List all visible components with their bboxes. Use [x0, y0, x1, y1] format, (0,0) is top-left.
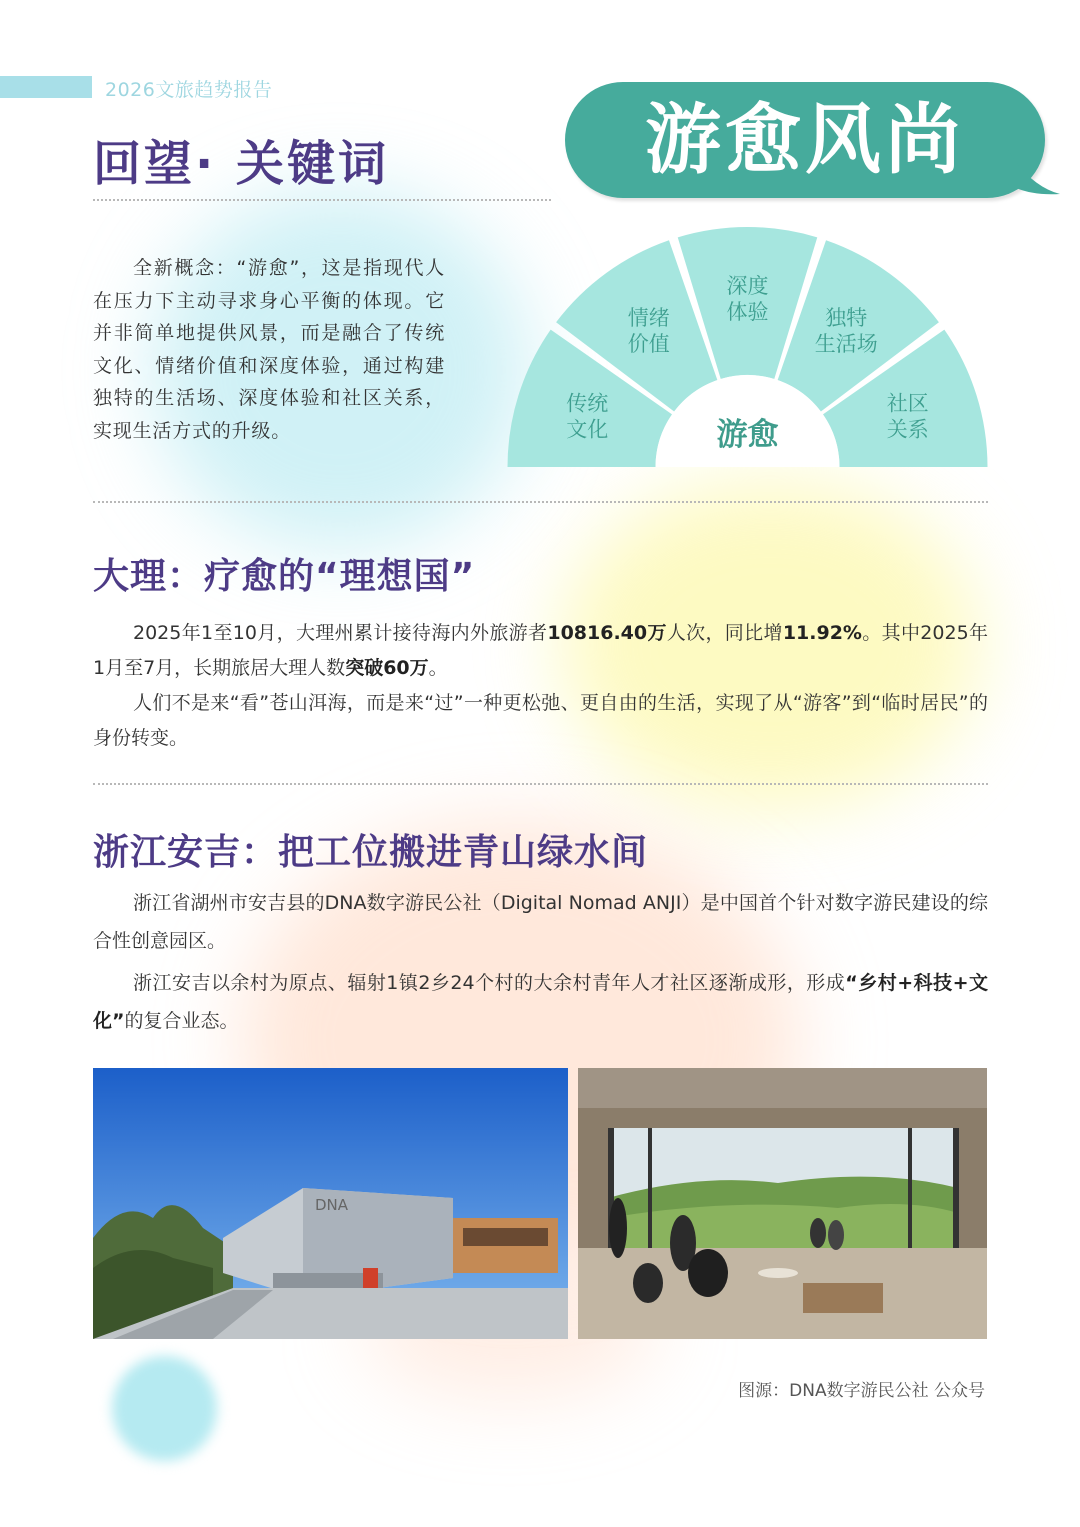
text-run: 。	[428, 657, 448, 679]
photo-caption: 图源：DNA数字游民公社 公众号	[738, 1381, 985, 1401]
dali-paragraph-2: 人们不是来“看”苍山洱海，而是来“过”一种更松弛、更自由的生活，实现了从“游客”到“临时居民”的身份转变。	[93, 692, 988, 749]
stat-residents: 突破60万	[345, 657, 429, 679]
anji-paragraph-1: 浙江省湖州市安吉县的DNA数字游民公社（Digital Nomad ANJI）是中国首个针对数字游民建设的综合性创意园区。	[93, 892, 988, 952]
stat-visitors: 10816.40万	[547, 622, 667, 644]
header-accent-bar	[0, 76, 92, 98]
fan-segment-label: 社区	[886, 391, 929, 416]
text-run: 。其中2025年1月至7月，长期旅居大理人数	[93, 622, 988, 679]
fan-segment-label: 价值	[627, 332, 670, 357]
section-title-dali: 大理：疗愈的“理想国”	[93, 556, 476, 597]
photo-tea-field-interior	[578, 1068, 987, 1339]
fan-segment-label: 体验	[726, 300, 769, 324]
dali-body	[93, 616, 988, 756]
text-run: 人次，同比增	[666, 622, 783, 644]
keyword-text: 游愈风尚	[645, 95, 965, 184]
intro-paragraph: 全新概念：“游愈”，这是指现代人在压力下主动寻求身心平衡的体现。它并非简单地提供风景，而是融合了传统文化、情绪价值和深度体验，通过构建独特的生活场、深度体验和社区关系，实现生活方式的升级。	[93, 257, 445, 442]
decor-circle	[112, 1356, 217, 1461]
divider	[93, 783, 988, 785]
fan-segment-label: 传统	[566, 391, 609, 416]
fan-segment-label: 独特	[825, 306, 868, 331]
fan-segment-label: 深度	[726, 274, 769, 298]
photo-dna-building	[93, 1068, 568, 1339]
stat-growth: 11.92%	[782, 622, 862, 644]
divider	[93, 501, 988, 503]
anji-paragraph-2	[93, 964, 988, 1040]
highlight-model: “乡村+科技+文化”	[93, 972, 988, 1032]
section-title-anji: 浙江安吉：把工位搬进青山绿水间	[93, 832, 649, 873]
fan-segment-label: 情绪	[627, 306, 670, 331]
report-title: 2026文旅趋势报告	[105, 79, 273, 101]
divider	[93, 199, 551, 201]
section-title-keywords: 回望· 关键词	[93, 136, 389, 192]
anji-body	[93, 884, 988, 1044]
dali-paragraph-1	[93, 616, 988, 686]
fan-segment-label: 关系	[886, 417, 929, 442]
fan-center-label: 游愈	[716, 417, 779, 453]
keyword-fan-diagram	[505, 225, 990, 467]
text-run: 2025年1至10月，大理州累计接待海内外旅游者	[133, 622, 548, 644]
fan-segment-label: 文化	[566, 417, 609, 442]
fan-segment-label: 生活场	[814, 332, 878, 357]
photo-sign-text: DNA	[315, 1196, 349, 1214]
text-run: 的复合业态。	[124, 1010, 239, 1032]
text-run: 浙江安吉以余村为原点、辐射1镇2乡24个村的大余村青年人才社区逐渐成形，形成	[133, 972, 846, 994]
